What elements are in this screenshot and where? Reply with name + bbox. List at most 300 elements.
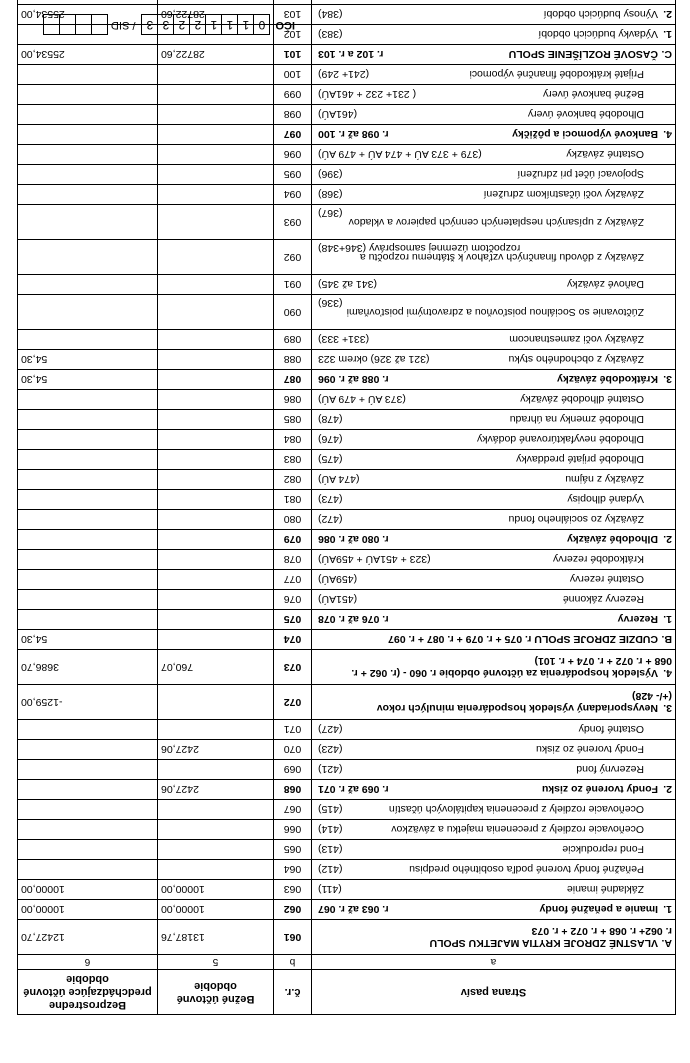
row-label bbox=[312, 5, 676, 25]
row-label bbox=[312, 470, 676, 490]
row-name: Bežné bankové úvery bbox=[543, 88, 644, 101]
row-name: Rezervný fond bbox=[576, 763, 644, 776]
row-formula: (413) bbox=[318, 843, 343, 856]
previous-period-value[interactable] bbox=[18, 570, 158, 590]
row-name: Fond reprodukcie bbox=[562, 843, 644, 856]
current-period-value[interactable] bbox=[158, 860, 274, 880]
row-label bbox=[312, 205, 676, 240]
row-formula: r. 102 a r. 103 bbox=[318, 48, 384, 61]
current-period-value[interactable] bbox=[158, 145, 274, 165]
row-formula: (336) bbox=[318, 297, 343, 309]
row-formula: (421) bbox=[318, 763, 343, 776]
previous-period-value[interactable] bbox=[18, 470, 158, 490]
ico-digit-box[interactable]: 0 bbox=[253, 15, 270, 36]
ico-label: IČO bbox=[275, 19, 295, 31]
row-name: Záväzky voči zamestnancom bbox=[509, 333, 644, 346]
ico-digit-box[interactable]: 1 bbox=[205, 15, 222, 36]
row-formula: r. 069 až r. 071 bbox=[318, 783, 389, 796]
header-current-period: Bežné účtovné obdobie bbox=[158, 970, 274, 1015]
table-row bbox=[18, 760, 676, 780]
row-number: 075 bbox=[274, 610, 312, 630]
row-formula: (472) bbox=[318, 513, 343, 526]
previous-period-value[interactable]: 12427,70 bbox=[18, 920, 158, 955]
row-label bbox=[312, 820, 676, 840]
row-label bbox=[312, 45, 676, 65]
row-name: Dlhodobé bankové úvery bbox=[527, 108, 644, 121]
table-row bbox=[18, 685, 676, 720]
current-period-value[interactable] bbox=[158, 450, 274, 470]
row-prefix: A. bbox=[661, 937, 672, 949]
row-prefix: 1. bbox=[663, 613, 672, 626]
row-number: 101 bbox=[274, 45, 312, 65]
row-name: Krátkodobé záväzky bbox=[557, 373, 658, 386]
header-row bbox=[18, 970, 676, 1015]
row-name: Dlhodobé nevyfaktúrované dodávky bbox=[477, 433, 644, 446]
row-label bbox=[312, 650, 676, 685]
row-label bbox=[312, 105, 676, 125]
header-side: Strana pasív bbox=[312, 970, 676, 1015]
row-formula: (451AÚ) bbox=[318, 593, 358, 606]
ico-digits bbox=[141, 15, 269, 36]
previous-period-value[interactable] bbox=[18, 610, 158, 630]
row-name: ČASOVÉ ROZLÍŠENIE SPOLU bbox=[508, 48, 658, 61]
sid-box[interactable] bbox=[75, 15, 92, 36]
previous-period-value[interactable] bbox=[18, 0, 158, 5]
table-row bbox=[18, 85, 676, 105]
row-label bbox=[312, 530, 676, 550]
row-label bbox=[312, 165, 676, 185]
row-formula: rozpočtom územnej samosprávy (346+348) bbox=[318, 242, 521, 254]
table-row bbox=[18, 900, 676, 920]
current-period-value[interactable] bbox=[158, 510, 274, 530]
row-label bbox=[312, 85, 676, 105]
table-row bbox=[18, 880, 676, 900]
current-period-value[interactable] bbox=[158, 350, 274, 370]
row-number: 069 bbox=[274, 760, 312, 780]
table-row bbox=[18, 145, 676, 165]
previous-period-value[interactable] bbox=[18, 205, 158, 240]
row-name: Výsledok hospodárenia za účtovné obdobie r. 060 - (r. 062 + r. bbox=[351, 667, 658, 679]
table-row bbox=[18, 105, 676, 125]
row-formula: 068 + r. 072 + r. 074 + r. 101) bbox=[534, 655, 672, 667]
table-row bbox=[18, 65, 676, 85]
current-period-value[interactable] bbox=[158, 490, 274, 510]
previous-period-value[interactable] bbox=[18, 185, 158, 205]
row-formula: r. 098 až r. 100 bbox=[318, 128, 389, 141]
previous-period-value[interactable] bbox=[18, 125, 158, 145]
current-period-value[interactable] bbox=[158, 570, 274, 590]
ico-field bbox=[43, 15, 295, 35]
row-name: Peňažné fondy tvorené podľa osobitného predpisu bbox=[409, 863, 644, 876]
row-label bbox=[312, 510, 676, 530]
row-formula: (473) bbox=[318, 493, 343, 506]
previous-period-value[interactable] bbox=[18, 860, 158, 880]
row-number: 067 bbox=[274, 800, 312, 820]
row-label bbox=[312, 65, 676, 85]
previous-period-value[interactable] bbox=[18, 590, 158, 610]
previous-period-value[interactable] bbox=[18, 295, 158, 330]
row-number: 062 bbox=[274, 900, 312, 920]
row-formula: (367) bbox=[318, 207, 343, 219]
row-number: 092 bbox=[274, 240, 312, 275]
current-period-value[interactable]: 28722,60 bbox=[158, 45, 274, 65]
previous-period-value[interactable] bbox=[18, 165, 158, 185]
row-name: Záväzky zo sociálneho fondu bbox=[508, 513, 644, 526]
sid-box[interactable] bbox=[43, 15, 60, 36]
row-name: Výdavky budúcich období bbox=[538, 28, 658, 41]
current-period-value[interactable]: 10000,00 bbox=[158, 900, 274, 920]
ico-digit-box[interactable]: 1 bbox=[221, 15, 238, 36]
row-label bbox=[312, 240, 676, 275]
previous-period-value[interactable] bbox=[18, 410, 158, 430]
current-period-value[interactable] bbox=[158, 205, 274, 240]
current-period-value[interactable] bbox=[158, 85, 274, 105]
current-period-value[interactable] bbox=[158, 820, 274, 840]
row-label bbox=[312, 780, 676, 800]
ico-digit-box[interactable]: 2 bbox=[189, 15, 206, 36]
previous-period-value[interactable] bbox=[18, 145, 158, 165]
table-row bbox=[18, 550, 676, 570]
row-label bbox=[312, 410, 676, 430]
row-prefix: 4. bbox=[663, 667, 672, 679]
row-formula: (373 AÚ + 479 AÚ) bbox=[318, 393, 406, 406]
previous-period-value[interactable]: 10000,00 bbox=[18, 900, 158, 920]
row-formula: (476) bbox=[318, 433, 343, 446]
previous-period-value[interactable]: 3686,70 bbox=[18, 650, 158, 685]
previous-period-value[interactable] bbox=[18, 760, 158, 780]
row-prefix: 2. bbox=[663, 533, 672, 546]
row-label bbox=[312, 570, 676, 590]
current-period-value[interactable] bbox=[158, 430, 274, 450]
previous-period-value[interactable] bbox=[18, 390, 158, 410]
table-row bbox=[18, 0, 676, 5]
row-formula: (241+ 249) bbox=[318, 68, 370, 81]
row-formula: (321 až 326) okrem 323 bbox=[318, 353, 430, 366]
table-row bbox=[18, 205, 676, 240]
current-period-value[interactable] bbox=[158, 185, 274, 205]
previous-period-value[interactable] bbox=[18, 800, 158, 820]
current-period-value[interactable]: 2427,06 bbox=[158, 780, 274, 800]
row-number: 091 bbox=[274, 275, 312, 295]
row-name: Dlhodobé zmenky na úhradu bbox=[509, 413, 644, 426]
current-period-value[interactable]: 13187,76 bbox=[158, 920, 274, 955]
row-name: Dlhodobé záväzky bbox=[566, 533, 658, 546]
current-period-value[interactable] bbox=[158, 470, 274, 490]
previous-period-value[interactable] bbox=[18, 65, 158, 85]
row-number: 087 bbox=[274, 370, 312, 390]
table-row bbox=[18, 610, 676, 630]
row-name: Nevysporiadaný výsledok hospodárenia minulých rokov bbox=[376, 702, 658, 714]
row-number: 094 bbox=[274, 185, 312, 205]
row-formula: (368) bbox=[318, 188, 343, 201]
table-row bbox=[18, 165, 676, 185]
current-period-value[interactable] bbox=[158, 685, 274, 720]
row-prefix: 2. bbox=[663, 8, 672, 21]
previous-period-value[interactable]: 54,30 bbox=[18, 350, 158, 370]
row-formula: r. 062+ r. 068 + r. 072 + r. 073 bbox=[531, 925, 672, 937]
current-period-value[interactable] bbox=[158, 0, 274, 5]
row-name: Oceňovacie rozdiely z precenenia majetku a záväzkov bbox=[391, 823, 644, 836]
previous-period-value[interactable] bbox=[18, 275, 158, 295]
row-label bbox=[312, 275, 676, 295]
current-period-value[interactable] bbox=[158, 330, 274, 350]
row-prefix: 2. bbox=[663, 783, 672, 796]
row-formula: (411) bbox=[318, 883, 342, 896]
row-number: 079 bbox=[274, 530, 312, 550]
previous-period-value[interactable] bbox=[18, 450, 158, 470]
current-period-value[interactable] bbox=[158, 295, 274, 330]
table-row bbox=[18, 840, 676, 860]
sid-box[interactable] bbox=[59, 15, 76, 36]
row-name: Záväzky voči účastníkom združení bbox=[483, 188, 644, 201]
table-row bbox=[18, 430, 676, 450]
table-row bbox=[18, 45, 676, 65]
previous-period-value[interactable] bbox=[18, 720, 158, 740]
row-number: 080 bbox=[274, 510, 312, 530]
letter-b: b bbox=[274, 955, 312, 970]
current-period-value[interactable]: 28722,60 bbox=[158, 5, 274, 25]
row-number: 072 bbox=[274, 685, 312, 720]
row-number: 102 bbox=[274, 25, 312, 45]
previous-period-value[interactable]: 25534,00 bbox=[18, 5, 158, 25]
row-label bbox=[312, 0, 676, 5]
previous-period-value[interactable] bbox=[18, 330, 158, 350]
row-formula: r. 076 až r. 078 bbox=[318, 613, 389, 626]
row-name: Spojovací účet pri združení bbox=[517, 168, 644, 181]
previous-period-value[interactable]: 10000,00 bbox=[18, 880, 158, 900]
row-formula: (+/- 428) bbox=[632, 690, 672, 702]
row-name: Bankové výpomoci a pôžičky bbox=[512, 128, 658, 141]
row-number: 070 bbox=[274, 740, 312, 760]
current-period-value[interactable] bbox=[158, 590, 274, 610]
table-row bbox=[18, 510, 676, 530]
header-previous-period: Bezprostredne predchádzajúce účtovné obdobie bbox=[18, 970, 158, 1015]
row-name: Ostatné rezervy bbox=[569, 573, 644, 586]
previous-period-value[interactable]: 25534,00 bbox=[18, 45, 158, 65]
sid-label: / SID bbox=[110, 19, 136, 31]
letter-6: 6 bbox=[18, 955, 158, 970]
current-period-value[interactable] bbox=[158, 65, 274, 85]
previous-period-value[interactable] bbox=[18, 550, 158, 570]
row-formula: r. 063 až r. 067 bbox=[318, 903, 389, 916]
row-label bbox=[312, 370, 676, 390]
row-label bbox=[312, 920, 676, 955]
previous-period-value[interactable] bbox=[18, 530, 158, 550]
current-period-value[interactable] bbox=[158, 410, 274, 430]
current-period-value[interactable] bbox=[158, 610, 274, 630]
row-formula: (461AÚ) bbox=[318, 108, 358, 121]
row-formula: r. 080 až r. 086 bbox=[318, 533, 389, 546]
current-period-value[interactable] bbox=[158, 720, 274, 740]
table-row bbox=[18, 470, 676, 490]
row-prefix: 1. bbox=[663, 903, 672, 916]
row-label bbox=[312, 840, 676, 860]
letter-5: 5 bbox=[158, 955, 274, 970]
row-name: Záväzky z obchodného styku bbox=[508, 353, 644, 366]
row-label bbox=[312, 880, 676, 900]
current-period-value[interactable] bbox=[158, 390, 274, 410]
row-label bbox=[312, 125, 676, 145]
row-label bbox=[312, 390, 676, 410]
current-period-value[interactable] bbox=[158, 275, 274, 295]
row-number: 097 bbox=[274, 125, 312, 145]
row-name: Výnosy budúcich období bbox=[543, 8, 658, 21]
row-label bbox=[312, 900, 676, 920]
row-number: 084 bbox=[274, 430, 312, 450]
row-label bbox=[312, 860, 676, 880]
row-formula: (384) bbox=[318, 8, 343, 21]
previous-period-value[interactable]: 54,30 bbox=[18, 370, 158, 390]
current-period-value[interactable] bbox=[158, 125, 274, 145]
current-period-value[interactable]: 2427,06 bbox=[158, 740, 274, 760]
row-prefix: 4. bbox=[663, 128, 672, 141]
table-row bbox=[18, 240, 676, 275]
row-label bbox=[312, 590, 676, 610]
row-number: 099 bbox=[274, 85, 312, 105]
row-name: Rezervy bbox=[617, 613, 658, 626]
row-name: Vydané dlhopisy bbox=[567, 493, 644, 506]
row-number: 076 bbox=[274, 590, 312, 610]
row-number: 093 bbox=[274, 205, 312, 240]
current-period-value[interactable]: 760,07 bbox=[158, 650, 274, 685]
row-label bbox=[312, 800, 676, 820]
table-row bbox=[18, 295, 676, 330]
table-row bbox=[18, 350, 676, 370]
row-prefix: C. bbox=[661, 48, 672, 61]
previous-period-value[interactable] bbox=[18, 85, 158, 105]
table-row bbox=[18, 920, 676, 955]
ico-digit-box[interactable]: 2 bbox=[173, 15, 190, 36]
row-label bbox=[312, 720, 676, 740]
previous-period-value[interactable] bbox=[18, 490, 158, 510]
current-period-value[interactable] bbox=[158, 800, 274, 820]
row-formula: (459AÚ) bbox=[318, 573, 358, 586]
row-formula: (474 AÚ) bbox=[318, 473, 360, 486]
current-period-value[interactable] bbox=[158, 840, 274, 860]
previous-period-value[interactable] bbox=[18, 780, 158, 800]
current-period-value[interactable] bbox=[158, 370, 274, 390]
row-formula: (412) bbox=[318, 863, 343, 876]
sid-box[interactable] bbox=[91, 15, 108, 36]
row-name: Fondy tvorené zo zisku bbox=[536, 743, 644, 756]
row-name: Imanie a peňažné fondy bbox=[539, 903, 658, 916]
ico-digit-box[interactable]: 1 bbox=[237, 15, 254, 36]
table-row bbox=[18, 740, 676, 760]
row-name: Ostatné záväzky bbox=[566, 148, 644, 161]
row-formula: (331+ 333) bbox=[318, 333, 370, 346]
row-label bbox=[312, 740, 676, 760]
table-body bbox=[18, 0, 676, 955]
current-period-value[interactable] bbox=[158, 165, 274, 185]
ico-digit-box[interactable]: 3 bbox=[141, 15, 158, 36]
row-label bbox=[312, 430, 676, 450]
row-number: 078 bbox=[274, 550, 312, 570]
table-row bbox=[18, 330, 676, 350]
row-number: 081 bbox=[274, 490, 312, 510]
header-row-number: č.r. bbox=[274, 970, 312, 1015]
row-number: 068 bbox=[274, 780, 312, 800]
row-label bbox=[312, 550, 676, 570]
row-name: Záväzky z upísaných nesplatených cenných papierov a vkladov bbox=[348, 216, 644, 228]
previous-period-value[interactable] bbox=[18, 840, 158, 860]
row-label bbox=[312, 295, 676, 330]
row-label bbox=[312, 145, 676, 165]
current-period-value[interactable] bbox=[158, 760, 274, 780]
table-row bbox=[18, 450, 676, 470]
previous-period-value[interactable]: -1259,00 bbox=[18, 685, 158, 720]
current-period-value[interactable] bbox=[158, 550, 274, 570]
row-name: Zúčtovanie so Sociálnou poisťovňou a zdravotnými poisťovňami bbox=[346, 306, 644, 318]
row-prefix: 3. bbox=[663, 702, 672, 714]
previous-period-value[interactable]: 54,30 bbox=[18, 630, 158, 650]
table-row bbox=[18, 570, 676, 590]
row-number: 100 bbox=[274, 65, 312, 85]
row-number: 096 bbox=[274, 145, 312, 165]
row-number: 065 bbox=[274, 840, 312, 860]
row-name: Ostatné dlhodobé záväzky bbox=[520, 393, 644, 406]
row-label bbox=[312, 185, 676, 205]
table-row bbox=[18, 275, 676, 295]
row-formula: (414) bbox=[318, 823, 343, 836]
previous-period-value[interactable] bbox=[18, 105, 158, 125]
current-period-value[interactable] bbox=[158, 530, 274, 550]
previous-period-value[interactable] bbox=[18, 820, 158, 840]
row-number: 089 bbox=[274, 330, 312, 350]
row-label bbox=[312, 630, 676, 650]
current-period-value[interactable] bbox=[158, 105, 274, 125]
row-name bbox=[331, 0, 658, 1]
previous-period-value[interactable] bbox=[18, 740, 158, 760]
row-formula: (379 + 373 AÚ + 474 AÚ + 479 AÚ) bbox=[318, 148, 482, 161]
row-name: Záväzky z nájmu bbox=[565, 473, 644, 486]
row-name: Prijaté krátkodobé finančné výpomoci bbox=[469, 68, 644, 81]
row-formula: (475) bbox=[318, 453, 343, 466]
row-number: 077 bbox=[274, 570, 312, 590]
row-number: 088 bbox=[274, 350, 312, 370]
row-label bbox=[312, 25, 676, 45]
row-formula: (396) bbox=[318, 168, 343, 181]
row-name: Ostatné fondy bbox=[578, 723, 644, 736]
row-name: Krátkodobé rezervy bbox=[552, 553, 644, 566]
previous-period-value[interactable] bbox=[18, 430, 158, 450]
table-row bbox=[18, 630, 676, 650]
row-prefix: 3. bbox=[663, 373, 672, 386]
current-period-value[interactable]: 10000,00 bbox=[158, 880, 274, 900]
previous-period-value[interactable] bbox=[18, 240, 158, 275]
row-number: 071 bbox=[274, 720, 312, 740]
row-label bbox=[312, 610, 676, 630]
previous-period-value[interactable] bbox=[18, 510, 158, 530]
row-number: 063 bbox=[274, 880, 312, 900]
ico-digit-box[interactable]: 3 bbox=[157, 15, 174, 36]
letter-a: a bbox=[312, 955, 676, 970]
table-row bbox=[18, 780, 676, 800]
row-formula: (478) bbox=[318, 413, 343, 426]
row-name: Daňové záväzky bbox=[566, 278, 644, 291]
row-formula: (415) bbox=[318, 803, 343, 816]
row-formula: (427) bbox=[318, 723, 343, 736]
current-period-value[interactable] bbox=[158, 240, 274, 275]
row-label bbox=[312, 450, 676, 470]
row-number: 073 bbox=[274, 650, 312, 685]
row-number: 061 bbox=[274, 920, 312, 955]
row-label bbox=[312, 760, 676, 780]
current-period-value[interactable] bbox=[158, 630, 274, 650]
row-number: 090 bbox=[274, 295, 312, 330]
row-number: 086 bbox=[274, 390, 312, 410]
row-label bbox=[312, 685, 676, 720]
row-name: Záväzky z dôvodu finančných vzťahov k štátnemu rozpočtu a bbox=[359, 251, 644, 263]
